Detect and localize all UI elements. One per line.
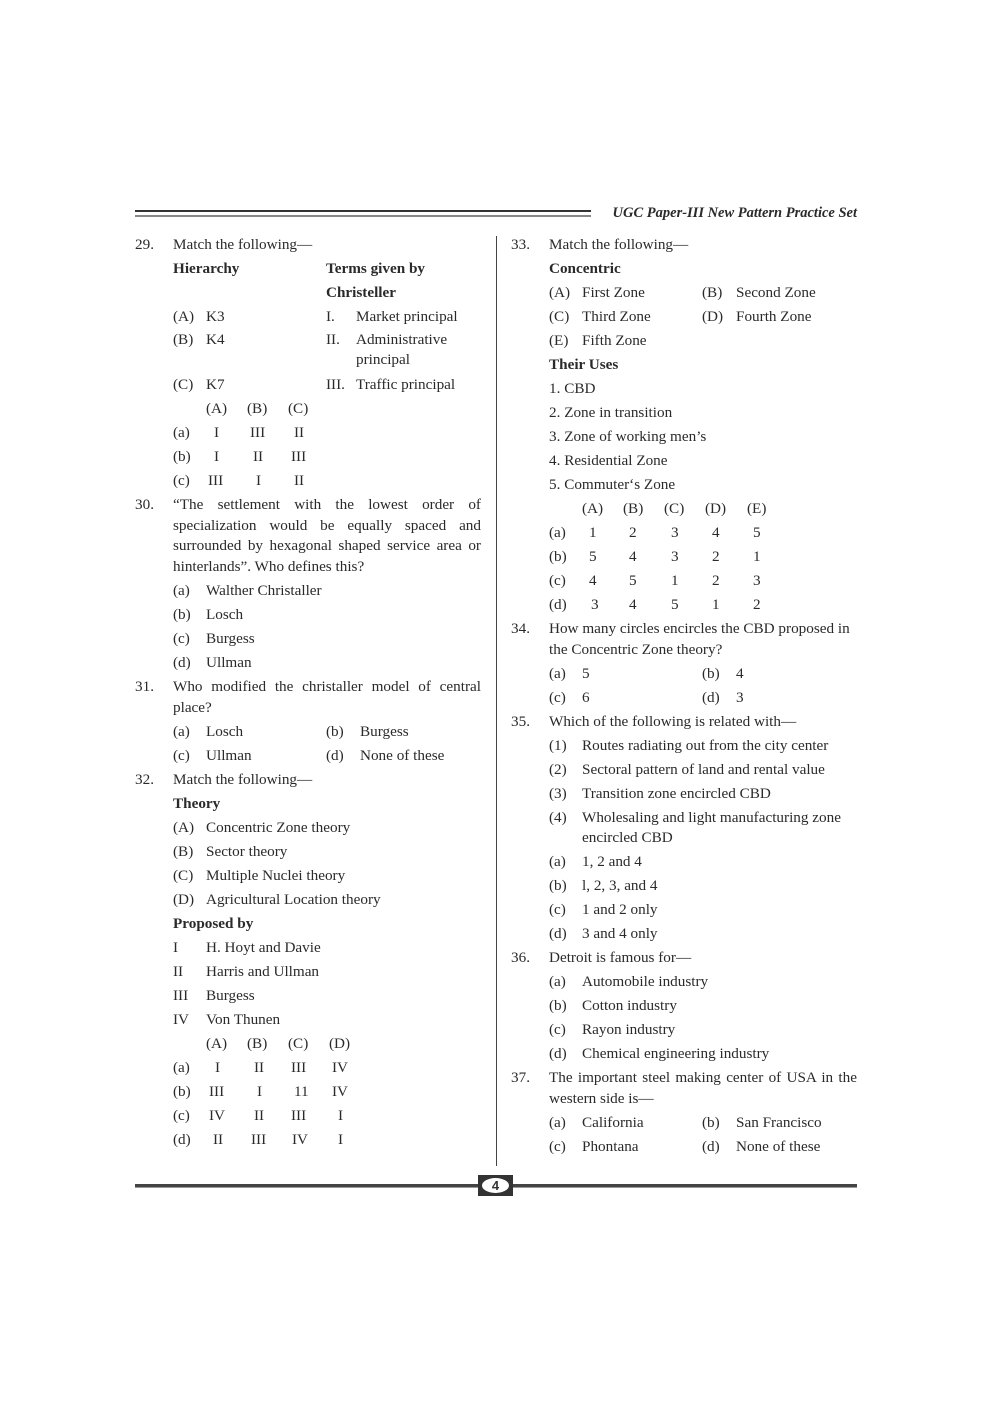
grid-head: (A) [206, 400, 228, 417]
grid-head: (B) [247, 1035, 268, 1052]
question-stem: Which of the following is related with— [549, 713, 797, 730]
option-text[interactable]: Burgess [360, 723, 409, 740]
list-text: Concentric Zone theory [206, 819, 351, 836]
question-number: 37. [511, 1069, 530, 1086]
list-label: (B) [173, 331, 194, 348]
grid-cell: 1 [589, 524, 597, 541]
option-text[interactable]: None of these [360, 747, 445, 764]
option-label[interactable]: (a) [173, 723, 190, 740]
answer-option-d[interactable] [511, 593, 857, 617]
grid-head: (A) [206, 1035, 228, 1052]
list-text: Harris and Ullman [206, 963, 320, 980]
column-divider [496, 236, 497, 1166]
grid-cell: I [214, 448, 220, 465]
answer-grid-header [135, 397, 481, 421]
statement-text: Wholesaling and light manufacturing zone encircled CBD [582, 809, 841, 846]
list-text: Burgess [206, 987, 255, 1004]
grid-cell: 2 [712, 572, 720, 589]
option-label[interactable]: (c) [549, 1138, 566, 1155]
grid-cell: 3 [753, 572, 761, 589]
grid-cell: III [251, 1131, 267, 1148]
question-number: 35. [511, 713, 530, 730]
option-label[interactable]: (c) [173, 747, 190, 764]
grid-cell: III [291, 1059, 307, 1076]
grid-head: (C) [288, 1035, 309, 1052]
right-column [511, 233, 857, 1159]
grid-cell: III [291, 1107, 307, 1124]
question-32 [135, 768, 481, 1152]
grid-cell: IV [332, 1083, 349, 1100]
use-item: 3. Zone of working men’s [549, 428, 707, 445]
list-label: (C) [173, 867, 194, 884]
list-head-their-uses: Their Uses [549, 356, 619, 373]
option-text[interactable]: 5 [582, 665, 590, 682]
option-text: 1 and 2 only [582, 901, 658, 918]
answer-grid-header [511, 497, 857, 521]
grid-cell: 11 [294, 1083, 309, 1100]
statement-text: Transition zone encircled CBD [582, 785, 771, 802]
question-number: 32. [135, 771, 154, 788]
statement-text: Sectoral pattern of land and rental value [582, 761, 825, 778]
grid-head: (B) [247, 400, 268, 417]
option-label: (c) [173, 472, 190, 489]
option-text[interactable]: Losch [206, 723, 244, 740]
use-item: 5. Commuter‘s Zone [549, 476, 676, 493]
option-label: (a) [173, 1059, 190, 1076]
answer-option-c[interactable] [135, 469, 481, 493]
grid-head: (C) [288, 400, 309, 417]
option-text: Chemical engineering industry [582, 1045, 770, 1062]
list-label: II. [326, 331, 340, 348]
grid-cell: II [213, 1131, 224, 1148]
option-label: (c) [549, 901, 566, 918]
grid-cell: 4 [629, 548, 637, 565]
option-text[interactable]: 6 [582, 689, 590, 706]
option-label: (c) [173, 1107, 190, 1124]
list-text: Multiple Nuclei theory [206, 867, 346, 884]
option-label: (b) [173, 1083, 191, 1100]
option-a[interactable] [511, 970, 857, 994]
header-rule [135, 210, 591, 217]
column-head-terms: Terms given by [326, 260, 426, 277]
page-number-badge [478, 1175, 513, 1196]
option-label: (b) [549, 877, 567, 894]
question-stem: Who modified the christaller model of central place? [173, 678, 481, 716]
option-label: (d) [173, 1131, 191, 1148]
question-stem: The important steel making center of USA in the western side is— [549, 1069, 857, 1107]
option-label: (b) [549, 997, 567, 1014]
list-label: (B) [702, 284, 723, 301]
question-31 [135, 675, 481, 768]
question-number: 36. [511, 949, 530, 966]
grid-cell: 5 [589, 548, 597, 565]
column-head-hierarchy: Hierarchy [173, 260, 240, 277]
running-header [135, 206, 857, 224]
list-text: Fourth Zone [736, 308, 812, 325]
grid-cell: 1 [671, 572, 679, 589]
option-d[interactable] [135, 651, 481, 675]
question-stem: Detroit is famous for— [549, 949, 692, 966]
answer-option-a[interactable] [511, 521, 857, 545]
list-text: H. Hoyt and Davie [206, 939, 321, 956]
option-label: (d) [173, 654, 191, 671]
option-text[interactable]: Ullman [206, 747, 252, 764]
option-d[interactable] [511, 922, 857, 946]
list-label: (D) [702, 308, 724, 325]
option-label: (d) [549, 1045, 567, 1062]
question-33 [511, 233, 857, 617]
option-label[interactable]: (d) [702, 1138, 720, 1155]
grid-cell: 4 [629, 596, 637, 613]
option-label: (a) [549, 973, 566, 990]
list-label: (B) [173, 843, 194, 860]
grid-cell: II [253, 448, 264, 465]
list-label: IV [173, 1011, 190, 1028]
list-label: (A) [173, 308, 195, 325]
option-text: 1, 2 and 4 [582, 853, 642, 870]
list-text: Traffic principal [356, 376, 456, 393]
grid-cell: I [214, 424, 220, 441]
use-item: 4. Residential Zone [549, 452, 668, 469]
option-text[interactable]: 4 [736, 665, 744, 682]
list-label: III [173, 987, 189, 1004]
option-text: Cotton industry [582, 997, 677, 1014]
answer-option-c[interactable] [511, 569, 857, 593]
option-label[interactable]: (c) [549, 689, 566, 706]
page-number: 4 [482, 1178, 509, 1193]
grid-cell: I [257, 1083, 263, 1100]
option-label[interactable]: (b) [702, 1114, 720, 1131]
left-column [135, 233, 481, 1152]
grid-cell: I [338, 1107, 344, 1124]
option-label: (a) [549, 853, 566, 870]
grid-cell: 5 [753, 524, 761, 541]
option-label[interactable]: (d) [326, 747, 344, 764]
grid-cell: 2 [629, 524, 637, 541]
question-29 [135, 233, 481, 493]
grid-cell: 2 [712, 548, 720, 565]
list-label: I [173, 939, 179, 956]
option-label: (b) [549, 548, 567, 565]
list-head-concentric: Concentric [549, 260, 621, 277]
list-text: First Zone [582, 284, 645, 301]
option-text: l, 2, 3, and 4 [582, 877, 658, 894]
list-text: K7 [206, 376, 225, 393]
list-label: (A) [549, 284, 571, 301]
option-text: Burgess [206, 630, 255, 647]
grid-cell: III [250, 424, 266, 441]
question-number: 29. [135, 236, 154, 253]
list-label: (A) [173, 819, 195, 836]
question-stem: Match the following— [549, 236, 689, 253]
option-label[interactable]: (a) [549, 1114, 566, 1131]
option-c[interactable] [511, 898, 857, 922]
grid-cell: 5 [629, 572, 637, 589]
grid-head: (A) [582, 500, 604, 517]
option-text: Losch [206, 606, 244, 623]
answer-option-c[interactable] [135, 1104, 481, 1128]
answer-grid-header [135, 1032, 481, 1056]
option-label: (d) [549, 596, 567, 613]
grid-cell: III [208, 472, 224, 489]
option-label: (c) [549, 572, 566, 589]
question-stem: Match the following— [173, 771, 313, 788]
option-text[interactable]: Phontana [582, 1138, 639, 1155]
option-label: (b) [173, 448, 191, 465]
option-text[interactable]: California [582, 1114, 644, 1131]
question-number: 30. [135, 496, 154, 513]
question-36 [511, 946, 857, 1066]
grid-cell: 3 [671, 548, 679, 565]
option-label: (a) [173, 582, 190, 599]
option-label: (c) [549, 1021, 566, 1038]
answer-option-b[interactable] [135, 445, 481, 469]
list-text: Administrative [356, 331, 448, 348]
grid-cell: 1 [712, 596, 720, 613]
statement-label: (3) [549, 785, 567, 802]
list-text: principal [356, 351, 410, 368]
question-stem: Match the following— [173, 236, 313, 253]
question-30 [135, 493, 481, 675]
header-title: UGC Paper-III New Pattern Practice Set [612, 205, 857, 221]
grid-cell: I [338, 1131, 344, 1148]
grid-cell: 3 [671, 524, 679, 541]
list-text: Market principal [356, 308, 458, 325]
list-label: III. [326, 376, 345, 393]
option-label: (d) [549, 925, 567, 942]
grid-cell: III [291, 448, 307, 465]
option-label: (b) [173, 606, 191, 623]
statement-text: Routes radiating out from the city center [582, 737, 829, 754]
grid-head: (D) [705, 500, 727, 517]
answer-option-b[interactable] [135, 1080, 481, 1104]
grid-cell: II [294, 472, 305, 489]
grid-cell: IV [292, 1131, 309, 1148]
list-label: (E) [549, 332, 569, 349]
question-stem: How many circles encircles the CBD proposed in the Concentric Zone theory? [549, 620, 850, 658]
grid-cell: II [254, 1059, 265, 1076]
option-b[interactable] [511, 874, 857, 898]
statement-label: (4) [549, 809, 567, 826]
grid-cell: I [215, 1059, 221, 1076]
option-a[interactable] [511, 850, 857, 874]
grid-head: (C) [664, 500, 685, 517]
answer-option-a[interactable] [135, 1056, 481, 1080]
list-label: (C) [549, 308, 570, 325]
list-label: (C) [173, 376, 194, 393]
column-head-terms-line2: Christeller [326, 284, 397, 301]
option-a[interactable] [135, 579, 481, 603]
grid-cell: 3 [591, 596, 599, 613]
grid-cell: IV [332, 1059, 349, 1076]
option-c[interactable] [135, 627, 481, 651]
grid-cell: 1 [753, 548, 761, 565]
option-label[interactable]: (b) [326, 723, 344, 740]
list-label: I. [326, 308, 335, 325]
list-text: Agricultural Location theory [206, 891, 381, 908]
option-label[interactable]: (a) [549, 665, 566, 682]
grid-cell: II [294, 424, 305, 441]
question-37 [511, 1066, 857, 1159]
grid-head: (B) [623, 500, 644, 517]
list-head-proposed-by: Proposed by [173, 915, 254, 932]
answer-option-d[interactable] [135, 1128, 481, 1152]
list-text: Third Zone [582, 308, 651, 325]
statement-label: (2) [549, 761, 567, 778]
option-c[interactable] [511, 1018, 857, 1042]
option-b[interactable] [135, 603, 481, 627]
answer-option-b[interactable] [511, 545, 857, 569]
list-label: II [173, 963, 184, 980]
option-text: Walther Christaller [206, 582, 322, 599]
use-item: 1. CBD [549, 380, 596, 397]
question-34 [511, 617, 857, 710]
option-label[interactable]: (b) [702, 665, 720, 682]
list-label: (D) [173, 891, 195, 908]
option-text: Rayon industry [582, 1021, 676, 1038]
list-head-theory: Theory [173, 795, 221, 812]
grid-cell: IV [209, 1107, 226, 1124]
option-label: (a) [173, 424, 190, 441]
question-number: 33. [511, 236, 530, 253]
list-text: Sector theory [206, 843, 288, 860]
option-text: 3 and 4 only [582, 925, 658, 942]
question-stem: “The settlement with the lowest order of specialization would be equally spaced and surrounded by hexagonal shaped service area or hinterlands”. Who defines this? [173, 496, 481, 575]
question-number: 34. [511, 620, 530, 637]
option-b[interactable] [511, 994, 857, 1018]
option-label: (a) [549, 524, 566, 541]
option-label: (c) [173, 630, 190, 647]
grid-cell: 5 [671, 596, 679, 613]
grid-cell: I [256, 472, 262, 489]
use-item: 2. Zone in transition [549, 404, 673, 421]
list-text: Von Thunen [206, 1011, 281, 1028]
option-text: Ullman [206, 654, 252, 671]
grid-cell: III [209, 1083, 225, 1100]
option-text[interactable]: San Francisco [736, 1114, 822, 1131]
statement-label: (1) [549, 737, 567, 754]
option-text[interactable]: 3 [736, 689, 744, 706]
question-number: 31. [135, 678, 154, 695]
grid-cell: II [254, 1107, 265, 1124]
list-text: K3 [206, 308, 225, 325]
list-text: Fifth Zone [582, 332, 647, 349]
option-label[interactable]: (d) [702, 689, 720, 706]
grid-head: (E) [747, 500, 767, 517]
list-text: Second Zone [736, 284, 816, 301]
option-text: Automobile industry [582, 973, 709, 990]
question-35 [511, 710, 857, 946]
option-text[interactable]: None of these [736, 1138, 821, 1155]
list-text: K4 [206, 331, 225, 348]
grid-cell: 4 [712, 524, 720, 541]
grid-cell: 2 [753, 596, 761, 613]
option-d[interactable] [511, 1042, 857, 1066]
grid-cell: 4 [589, 572, 597, 589]
grid-head: (D) [329, 1035, 351, 1052]
answer-option-a[interactable] [135, 421, 481, 445]
